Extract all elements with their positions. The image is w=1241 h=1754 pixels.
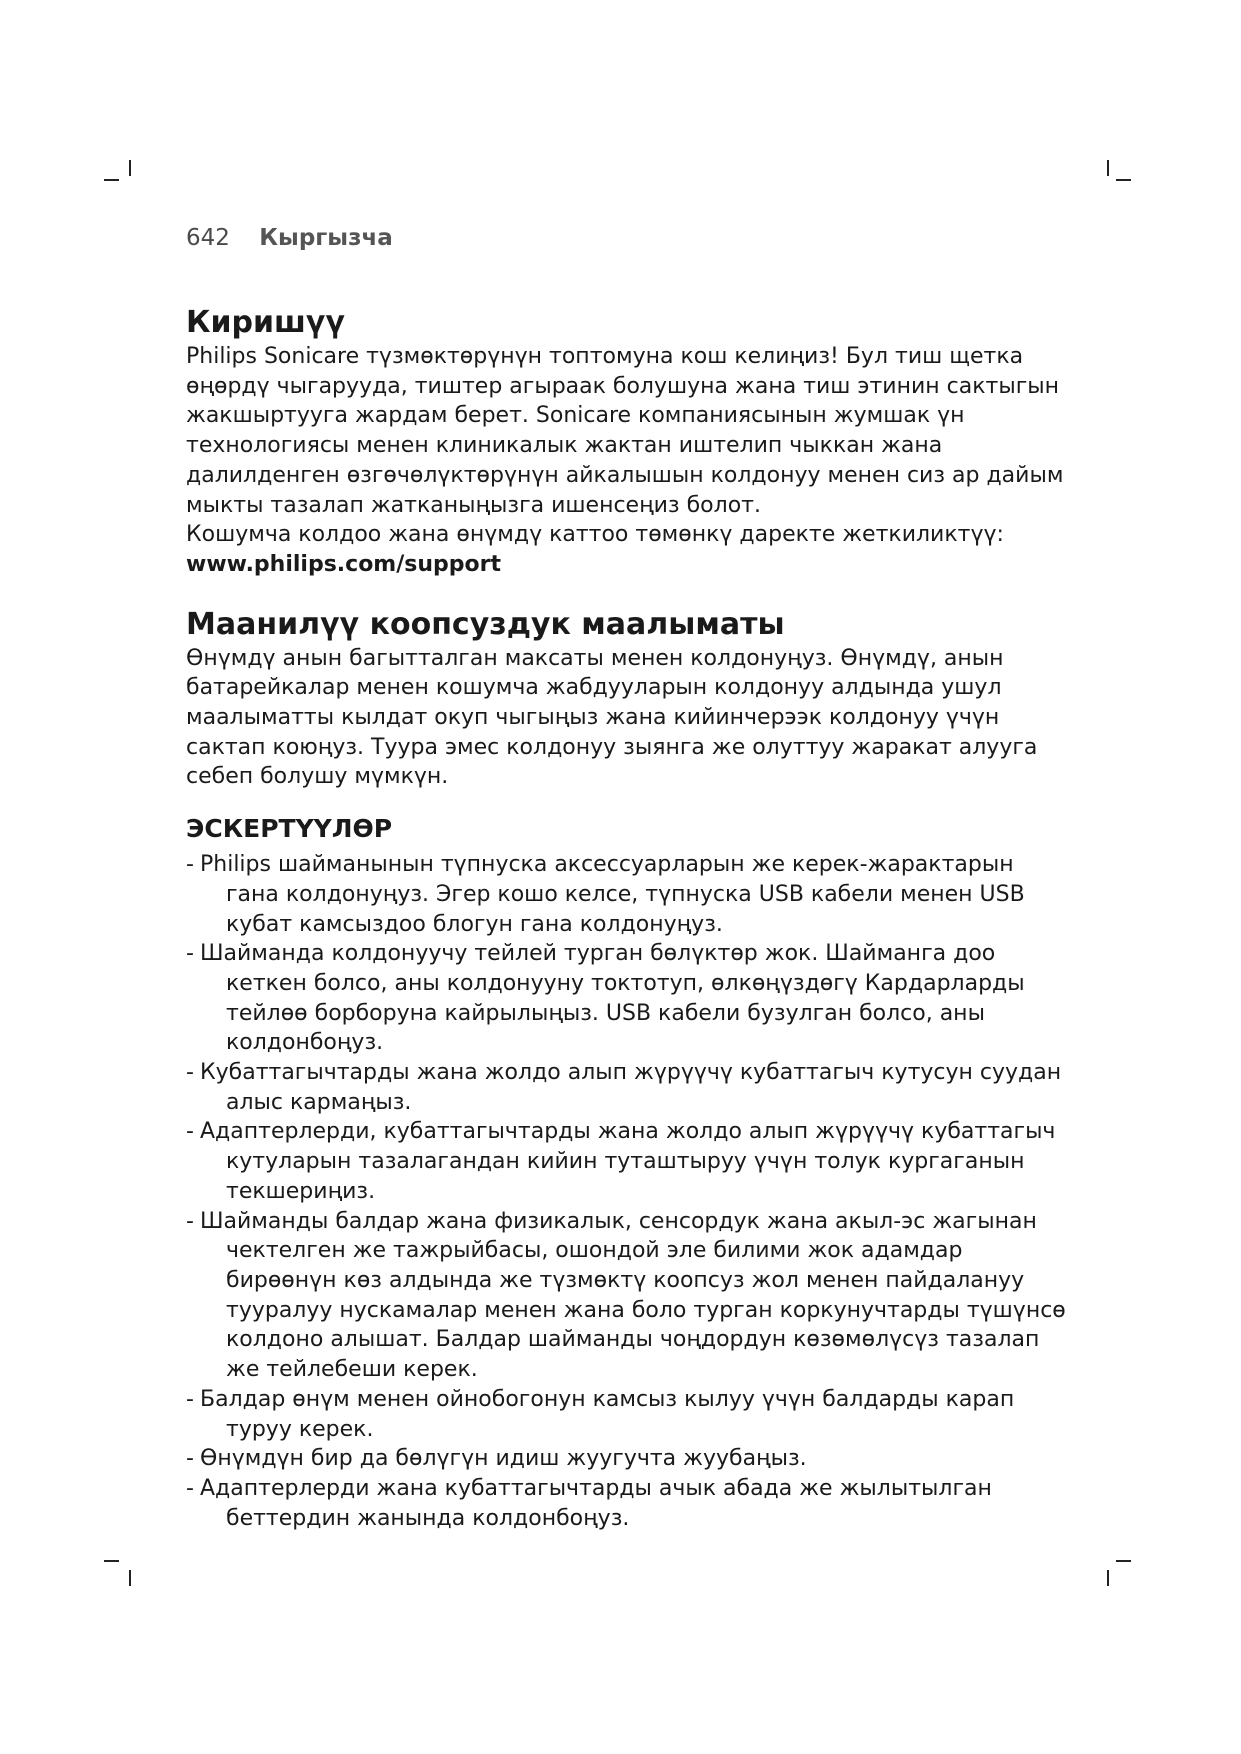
warning-text: Шайманда колдонуучу тейлей турган бөлүктөр жок. Шайманга доо кеткен болсо, аны колдонууну токтотуп, өлкөңүздөгү Кардарларды тейлөө борборуна кайрылыңыз. USB кабели бузулган болсо, аны колдонбоңуз. [200, 941, 1025, 1056]
list-item [186, 939, 1066, 1058]
intro-title: Киришүү [186, 305, 346, 340]
warnings-list [186, 850, 1066, 1533]
warning-text: Адаптерлерди жана кубаттагычтарды ачык абада же жылытылган беттердин жанында колдонбоңуз. [200, 1475, 992, 1531]
crop-mark-top-right-h [1116, 179, 1131, 181]
page-number: 642 [186, 225, 230, 251]
crop-mark-top-left-h [104, 179, 119, 181]
list-item [186, 850, 1066, 939]
list-item [186, 1385, 1066, 1444]
crop-mark-bottom-right-v [1107, 1570, 1109, 1586]
crop-mark-bottom-left-v [129, 1570, 131, 1586]
dash-marker: - [186, 1060, 194, 1086]
warning-text: Philips шайманынын түпнуска аксессуарларын же керек-жарактарын гана колдонуңуз. Эгер кошо келсе, түпнуска USB кабели менен USB кубат камсыздоо блогун гана колдонуңуз. [200, 852, 1025, 937]
warning-text: Өнүмдүн бир да бөлүгүн идиш жуугучта жуубаңыз. [200, 1446, 807, 1472]
warnings-title: ЭСКЕРТҮҮЛӨР [186, 814, 393, 844]
warning-text: Шайманды балдар жана физикалык, сенсордук жана акыл-эс жагынан чектелген же тажрыйбасы, ошондой эле билими жок адамдар бирөөнүн көз алдында же түзмөктү коопсуз жол менен пайдалануу тууралуу нускамалар менен жана боло турган коркунучтарды түшүнсө колдоно алышат. Балдар шайманды чоңдордун көзөмөлүсүз тазалап же тейлебеши керек. [200, 1208, 1066, 1383]
crop-mark-top-left-v [129, 160, 131, 176]
crop-mark-top-right-v [1107, 160, 1109, 176]
safety-paragraph: Өнүмдү анын багытталган максаты менен колдонуңуз. Өнүмдү, анын батарейкалар менен кошумча жабдууларын колдонуу алдында ушул маалыматты кылдат окуп чыгыңыз жана кийинчерээк колдонуу үчүн сактап коюңуз. Туура эмес колдонуу зыянга же олуттуу жаракат алууга себеп болушу мүмкүн. [186, 645, 1038, 790]
warning-text: Адаптерлерди, кубаттагычтарды жана жолдо алып жүрүүчү кубаттагыч кутуларын тазалагандан кийин туташтыруу үчүн толук кургаганын текшериңиз. [200, 1119, 1056, 1204]
language-label: Кыргызча [259, 225, 393, 251]
dash-marker: - [186, 852, 194, 878]
document-page [186, 220, 1066, 1533]
list-item [186, 1474, 1066, 1533]
list-item [186, 1207, 1066, 1385]
warning-text: Балдар өнүм менен ойнобогонун камсыз кылуу үчүн балдарды карап туруу керек. [200, 1386, 1015, 1442]
safety-section [186, 606, 1066, 1534]
support-text: Кошумча колдоо жана өнүмдү каттоо төмөнкү даректе жеткиликтүү: [186, 522, 1004, 548]
dash-marker: - [186, 1475, 194, 1501]
list-item [186, 1444, 1066, 1474]
crop-mark-bottom-left-h [104, 1560, 119, 1562]
dash-marker: - [186, 1119, 194, 1145]
dash-marker: - [186, 941, 194, 967]
intro-section [186, 304, 1066, 580]
support-link[interactable]: www.philips.com/support [186, 551, 502, 577]
dash-marker: - [186, 1446, 194, 1472]
warning-text: Кубаттагычтарды жана жолдо алып жүрүүчү кубаттагыч кутусун суудан алыс кармаңыз. [200, 1060, 1062, 1115]
page-header [186, 220, 1066, 256]
dash-marker: - [186, 1386, 194, 1412]
dash-marker: - [186, 1208, 194, 1234]
list-item [186, 1058, 1066, 1117]
safety-title: Маанилүү коопсуздук маалыматы [186, 606, 785, 642]
intro-paragraph: Philips Sonicare түзмөктөрүнүн топтомуна кош келиңиз! Бул тиш щетка өңөрдү чыгарууда, тиштер агыраак болушуна жана тиш этинин сактыгын жакшыртууга жардам берет. Sonicare компаниясынын жумшак үн технологиясы менен клиникалык жактан иштелип чыккан жана далилденген өзгөчөлүктөрүнүн айкалышын колдонуу менен сиз ар дайым мыкты тазалап жатканыңызга ишенсеңиз болот. [186, 344, 1064, 518]
crop-mark-bottom-right-h [1116, 1560, 1131, 1562]
list-item [186, 1117, 1066, 1206]
